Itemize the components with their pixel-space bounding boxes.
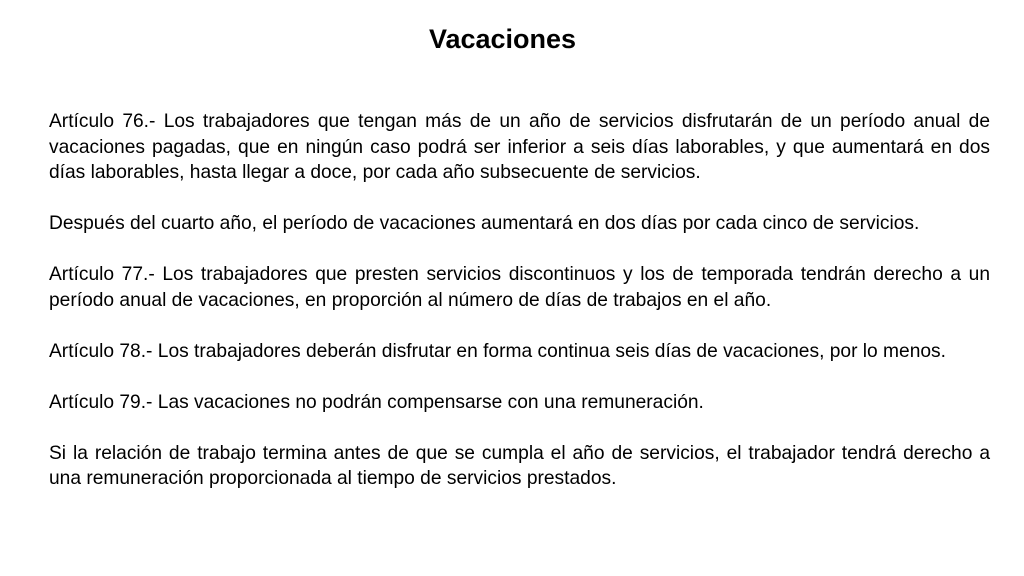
slide-body [49,109,990,492]
paragraph-article-79: Artículo 79.- Las vacaciones no podrán compensarse con una remuneración. [49,391,704,413]
paragraph-termination: Si la relación de trabajo termina antes de que se cumpla el año de servicios, el trabajador tendrá derecho a una remuneración proporcionada al tiempo de servicios prestados. [49,442,990,489]
paragraph-article-78: Artículo 78.- Los trabajadores deberán disfrutar en forma continua seis días de vacaciones, por lo menos. [49,340,946,362]
slide-title: Vacaciones [428,24,577,54]
paragraph-article-77: Artículo 77.- Los trabajadores que presten servicios discontinuos y los de temporada tendrán derecho a un período anual de vacaciones, en proporción al número de días de trabajos en el año. [49,264,990,311]
paragraph-after-fourth-year: Después del cuarto año, el período de vacaciones aumentará en dos días por cada cinco de servicios. [49,213,920,234]
paragraph-article-76: Artículo 76.- Los trabajadores que tengan más de un año de servicios disfrutarán de un período anual de vacaciones pagadas, que en ningún caso podrá ser inferior a seis días laborables, y que aumentará en dos días laborables, hasta llegar a doce, por cada año subsecuente de servicios. [49,111,990,183]
